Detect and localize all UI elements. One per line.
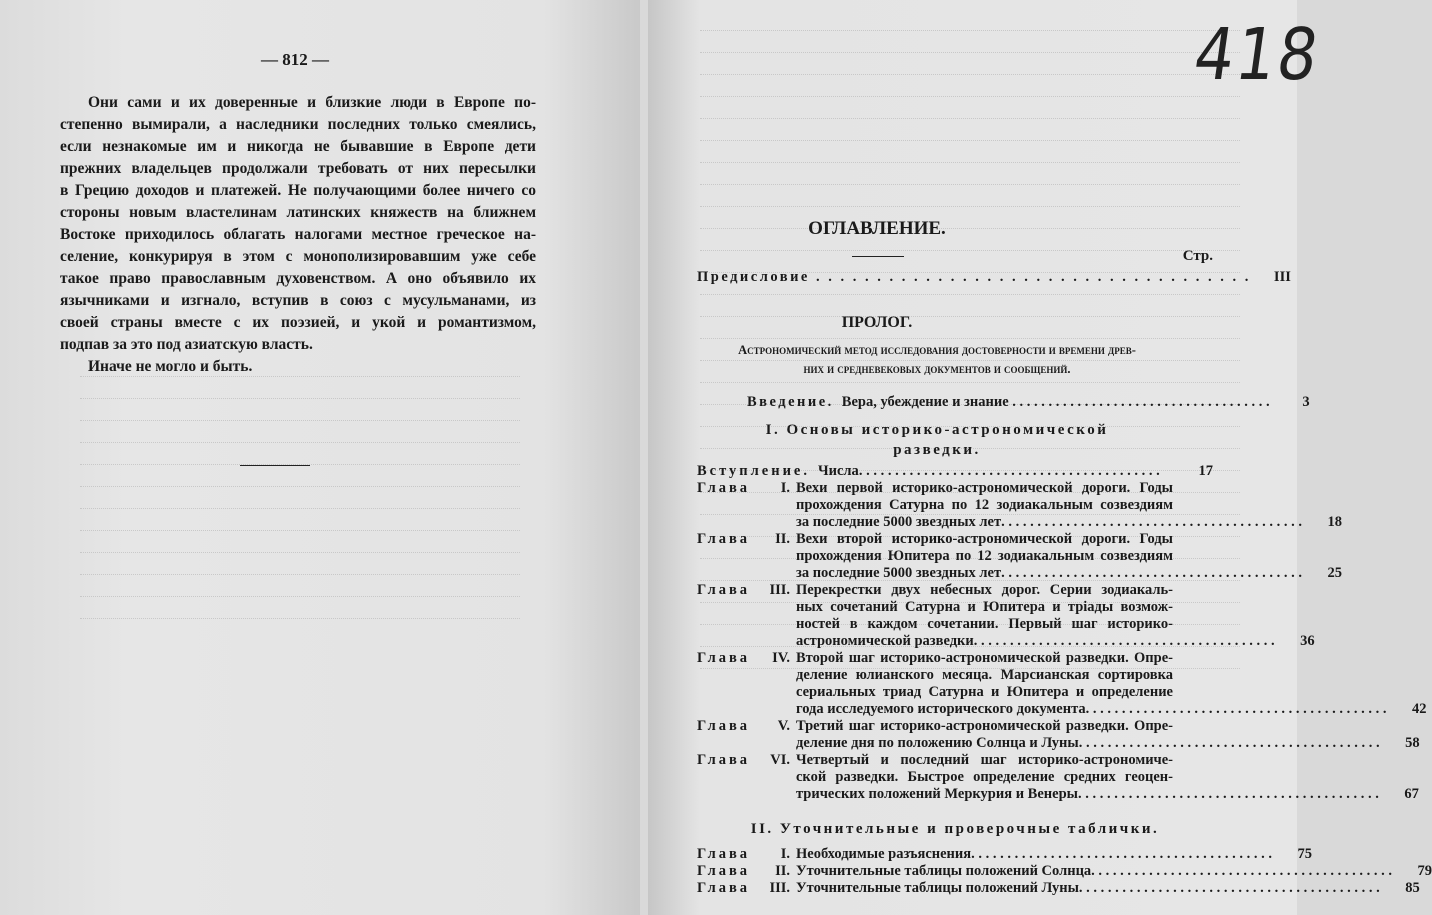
dot-leader: . . . . . . . . . . . . . . . . . . . . . . . . . . . . . . . . . . . . . . . . . . bbox=[858, 463, 1160, 479]
page-ref: III bbox=[1273, 269, 1291, 285]
text-line: своей страны вместе с их поэзией, и укой и романтизмом, bbox=[60, 314, 536, 331]
entry-label: Глава bbox=[697, 718, 751, 734]
intro-text: Вера, убеждение и знание . . . . . . . . . . . . . . . . . . . . . . . . . . . . . . . . . . . . bbox=[841, 394, 1270, 410]
toc-entry[interactable] bbox=[697, 846, 1312, 863]
divider bbox=[240, 465, 310, 466]
toc-entry[interactable] bbox=[697, 650, 1427, 718]
text-line: язычниками и изгнало, вступив в союз с мусульманами, из bbox=[60, 292, 536, 309]
page-ref: 3 bbox=[1302, 394, 1310, 410]
entry-numeral: IV. bbox=[772, 650, 790, 666]
entry-label: Глава bbox=[697, 846, 751, 862]
entry-text: деление юлианского месяца. Марсианская сортировка bbox=[796, 667, 1173, 683]
page-ref: 79 bbox=[1417, 863, 1432, 879]
toc-entry[interactable] bbox=[697, 531, 1342, 582]
bleed-through bbox=[700, 294, 1240, 297]
section2-title: II. Уточнительные и проверочные таблички. bbox=[750, 821, 1160, 837]
bleed-through bbox=[80, 552, 520, 555]
toc-preface bbox=[697, 269, 1291, 286]
bleed-through bbox=[700, 250, 1240, 253]
bleed-through bbox=[80, 530, 520, 533]
prolog-subtitle bbox=[697, 341, 1177, 379]
entry-numeral: VI. bbox=[770, 752, 790, 768]
entry-text: прохождения Юпитера по 12 зодиакальным созвездиям bbox=[796, 548, 1173, 564]
bleed-through bbox=[700, 118, 1240, 121]
page-number: — 812 — bbox=[261, 50, 329, 69]
bleed-through bbox=[700, 30, 1240, 33]
section-title-line: I. Основы историко-астрономической bbox=[765, 422, 1109, 438]
text-line: Востоке приходилось облагать налогами местное греческое на- bbox=[60, 226, 536, 243]
text-line: такое право православным духовенством. А оно объявило их bbox=[60, 270, 536, 287]
page-column-header: Стр. bbox=[1182, 248, 1213, 264]
dot-leader: . . . . . . . . . . . . . . . . . . . . . . . . . . . . . . . . . . . . . . . . . . bbox=[971, 846, 1272, 862]
entry-text: ской разведки. Быстрое определение средних геоцен- bbox=[796, 769, 1173, 785]
toc-entry[interactable] bbox=[697, 863, 1432, 880]
page-ref: 36 bbox=[1300, 633, 1315, 649]
dot-leader: . . . . . . . . . . . . . . . . . . . . . . . . . . . . . . . . . . . . . . . . . . bbox=[1085, 701, 1387, 717]
entry-text: ных сочетаний Сатурна и Юпитера и тріады возмож- bbox=[796, 599, 1173, 615]
entry-numeral: I. bbox=[780, 480, 790, 496]
dot-leader: . . . . . . . . . . . . . . . . . . . . . . . . . . . . . . . . . . . . . . . . . . bbox=[973, 633, 1275, 649]
bleed-through bbox=[80, 486, 520, 489]
dot-leader: . . . . . . . . . . . . . . . . . . . . . . . . . . . . . . . . . . . . . . . . . . bbox=[1078, 880, 1380, 896]
toc-entry[interactable] bbox=[697, 463, 1213, 480]
dot-leader: . . . . . . . . . . . . . . . . . . . . . . . . . . . . . . . . . . . . . . . . . . bbox=[1078, 735, 1380, 751]
bleed-through bbox=[700, 52, 1240, 55]
section1-entries bbox=[697, 463, 1427, 803]
bleed-through bbox=[80, 618, 520, 621]
text-line: Иначе не могло и быть. bbox=[88, 358, 253, 375]
entry-text: ностей в каждом сочетании. Первый шаг историко- bbox=[796, 616, 1173, 632]
entry-text: Третий шаг историко-астрономической разведки. Опре- bbox=[796, 718, 1173, 734]
entry-label: Глава bbox=[697, 752, 751, 768]
section1-title bbox=[697, 420, 1177, 460]
page-ref: 17 bbox=[1198, 463, 1213, 479]
page-ref: 25 bbox=[1327, 565, 1342, 581]
bleed-through bbox=[700, 140, 1240, 143]
entry-numeral: II. bbox=[775, 531, 790, 547]
bleed-through bbox=[80, 574, 520, 577]
text-line: подпав за это под азиатскую власть. bbox=[60, 336, 313, 353]
bleed-through bbox=[80, 508, 520, 511]
bleed-through bbox=[700, 206, 1240, 209]
entry-label: Глава bbox=[697, 582, 751, 598]
bleed-through bbox=[700, 162, 1240, 165]
text-line: в Грецию доходов и платежей. Не получающими более ничего со bbox=[60, 182, 536, 199]
entry-text: сериальных триад Сатурна и Юпитера и определение bbox=[796, 684, 1173, 700]
entry-label: Глава bbox=[697, 531, 751, 547]
entry-text: за последние 5000 звездных лет bbox=[796, 514, 1002, 530]
entry-text: Необходимые разъяснения bbox=[796, 846, 972, 862]
entry-text: Числа bbox=[817, 463, 859, 479]
toc-intro bbox=[747, 394, 1310, 411]
page-ref: 75 bbox=[1297, 846, 1312, 862]
entry-text: года исследуемого исторического документа bbox=[796, 701, 1086, 717]
entry-text: Вехи второй историко-астрономической дороги. Годы bbox=[796, 531, 1173, 547]
bleed-through bbox=[700, 184, 1240, 187]
entry-label: Глава bbox=[697, 480, 751, 496]
entry-text: астрономической разведки bbox=[796, 633, 974, 649]
dot-leader: . . . . . . . . . . . . . . . . . . . . . . . . . . . . . . . . . . . . . . . . . . bbox=[1077, 786, 1379, 802]
toc-entry[interactable] bbox=[697, 752, 1419, 803]
entry-text: Вехи первой историко-астрономической дороги. Годы bbox=[796, 480, 1173, 496]
entry-text: Четвертый и последний шаг историко-астрономиче- bbox=[796, 752, 1173, 768]
entry-label: Глава bbox=[697, 650, 751, 666]
prolog-subtitle-line: Астрономический метод исследования достоверности и времени древ- bbox=[738, 343, 1136, 357]
text-line: селение, конкурируя в этом с монополизировавшим уже себе bbox=[60, 248, 536, 265]
entry-text: Перекрестки двух небесных дорог. Серии зодиакаль- bbox=[796, 582, 1173, 598]
text-line: стороны новым властелинам латинских княжеств на ближнем bbox=[60, 204, 536, 221]
text-line: степенно вымирали, а наследники последних только смеялись, bbox=[60, 116, 536, 133]
entry-label: Глава bbox=[697, 863, 751, 879]
entry-text: за последние 5000 звездных лет bbox=[796, 565, 1002, 581]
dot-leader: . . . . . . . . . . . . . . . . . . . . . . . . . . . . . . . . . . . . . . . . . . bbox=[1001, 514, 1302, 530]
bleed-through bbox=[700, 74, 1240, 77]
entry-text: прохождения Сатурна по 12 зодиакальным созвездиям bbox=[796, 497, 1173, 513]
bleed-through bbox=[700, 96, 1240, 99]
entry-label: Вступление. bbox=[697, 463, 810, 479]
bleed-through bbox=[80, 442, 520, 445]
prolog-subtitle-line: них и средневековых документов и сообщений. bbox=[803, 362, 1071, 376]
toc-title: ОГЛАВЛЕНИЕ. bbox=[808, 218, 946, 239]
page-ref: 58 bbox=[1405, 735, 1420, 751]
entry-label: Глава bbox=[697, 880, 751, 896]
page-ref: 18 bbox=[1327, 514, 1342, 530]
prolog-title: ПРОЛОГ. bbox=[841, 314, 913, 331]
toc-entry[interactable] bbox=[697, 718, 1420, 752]
section2-entries bbox=[697, 846, 1432, 897]
handwritten-number: 418 bbox=[1189, 12, 1326, 97]
toc-entry[interactable] bbox=[697, 480, 1342, 531]
entry-text: трических положений Меркурия и Венеры bbox=[796, 786, 1078, 802]
text-line: если незнакомые им и никогда не бывавшие в Европе дети bbox=[60, 138, 536, 155]
intro-label: Введение. bbox=[747, 394, 834, 410]
bleed-through bbox=[80, 398, 520, 401]
entry-numeral: I. bbox=[780, 846, 790, 862]
bleed-through bbox=[80, 420, 520, 423]
page-ref: 67 bbox=[1404, 786, 1419, 802]
toc-entry[interactable] bbox=[697, 582, 1315, 650]
entry-numeral: III. bbox=[769, 582, 790, 598]
entry-text: Второй шаг историко-астрономической разведки. Опре- bbox=[796, 650, 1173, 666]
body-text bbox=[60, 92, 536, 378]
dot-leader: . . . . . . . . . . . . . . . . . . . . . . . . . . . . . . . . . . . . . . . . . . bbox=[1091, 863, 1393, 879]
text-line: Они сами и их доверенные и близкие люди в Европе по- bbox=[88, 94, 536, 111]
entry-numeral: III. bbox=[769, 880, 790, 896]
toc-entry[interactable] bbox=[697, 880, 1420, 897]
entry-numeral: II. bbox=[775, 863, 790, 879]
entry-text: Уточнительные таблицы положений Солнца bbox=[796, 863, 1092, 879]
title-rule bbox=[852, 256, 904, 257]
entry-numeral: V. bbox=[777, 718, 790, 734]
entry-text: деление дня по положению Солнца и Луны bbox=[796, 735, 1079, 751]
text-line: прежних владельцев продолжали требовать от них пересылки bbox=[60, 160, 536, 177]
dot-leader: . . . . . . . . . . . . . . . . . . . . . . . . . . . . . . . . . . . . . . . . . . bbox=[1001, 565, 1302, 581]
bleed-through bbox=[80, 596, 520, 599]
preface-label: Предисловие . . . . . . . . . . . . . . . . . . . . . . . . . . . . . . . . . . . . bbox=[697, 269, 1251, 285]
page-ref: 85 bbox=[1405, 880, 1420, 896]
section-title-line: разведки. bbox=[893, 442, 981, 458]
bleed-through bbox=[700, 382, 1240, 385]
entry-text: Уточнительные таблицы положений Луны bbox=[796, 880, 1079, 896]
page-ref: 42 bbox=[1412, 701, 1427, 717]
